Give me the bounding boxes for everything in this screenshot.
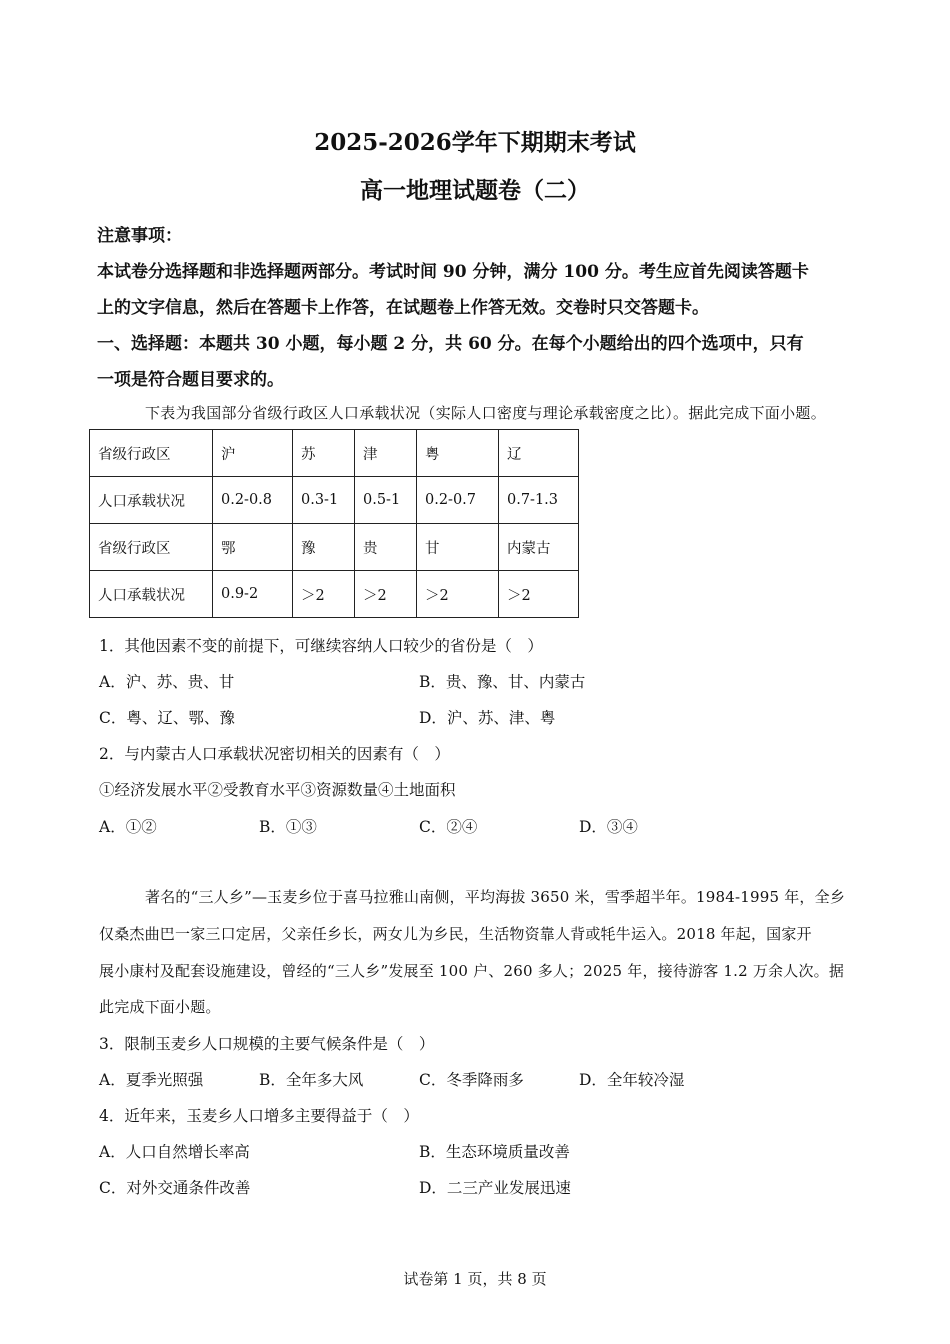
passage-line-3: 展小康村及配套设施建设，曾经的“三人乡”发展至 100 户、260 多人；2025 年，接待游客 1.2 万余人次。据 [99,962,845,980]
table-cell: 粤 [417,430,499,477]
question-3-option-b: B．全年多大风 [259,1071,364,1089]
table-cell: 0.9-2 [213,571,293,618]
notice-line-2: 上的文字信息，然后在答题卡上作答，在试题卷上作答无效。交卷时只交答题卡。 [97,298,709,318]
question-2-option-d: D．③④ [579,818,638,836]
table-cell: ＞2 [293,571,355,618]
table-cell: 人口承载状况 [90,477,213,524]
question-2-option-a: A．①② [99,818,157,836]
table-cell: 鄂 [213,524,293,571]
question-2-factors: ①经济发展水平②受教育水平③资源数量④土地面积 [99,781,456,799]
question-4-stem: 4．近年来，玉麦乡人口增多主要得益于（ ） [99,1107,419,1125]
table-cell: 豫 [293,524,355,571]
page-footer: 试卷第 1 页，共 8 页 [403,1270,547,1288]
notice-heading: 注意事项： [97,226,182,246]
table-cell: 内蒙古 [499,524,579,571]
table-row [90,571,579,618]
passage-line-2: 仅桑杰曲巴一家三口定居，父亲任乡长，两女儿为乡民，生活物资靠人背或牦牛运入。2018 年起，国家开 [99,925,812,943]
notice-line-1: 本试卷分选择题和非选择题两部分。考试时间 90 分钟，满分 100 分。考生应首先阅读答题卡 [97,262,809,282]
question-2-option-b: B．①③ [259,818,317,836]
table-cell: ＞2 [417,571,499,618]
question-4-option-d: D．二三产业发展迅速 [419,1179,571,1197]
table-row [90,430,579,477]
passage-line-1: 著名的“三人乡”—玉麦乡位于喜马拉雅山南侧，平均海拔 3650 米，雪季超半年。1984-1995 年，全乡 [145,888,846,906]
question-1-option-b: B．贵、豫、甘、内蒙古 [419,673,586,691]
population-capacity-table [89,429,579,618]
question-3-stem: 3．限制玉麦乡人口规模的主要气候条件是（ ） [99,1035,435,1053]
question-3-option-c: C．冬季降雨多 [419,1071,524,1089]
table-cell: ＞2 [355,571,417,618]
question-3-option-a: A．夏季光照强 [99,1071,204,1089]
table-cell: 甘 [417,524,499,571]
exam-title: 2025-2026学年下期期末考试 [314,129,636,156]
table-cell: 0.5-1 [355,477,417,524]
table-cell: 辽 [499,430,579,477]
table-intro: 下表为我国部分省级行政区人口承载状况（实际人口密度与理论承载密度之比）。据此完成下面小题。 [145,404,827,422]
section-heading-line-2: 一项是符合题目要求的。 [97,370,284,390]
table-cell: 0.3-1 [293,477,355,524]
table-cell: 贵 [355,524,417,571]
question-2-option-c: C．②④ [419,818,478,836]
table-cell: ＞2 [499,571,579,618]
table-cell: 人口承载状况 [90,571,213,618]
question-4-option-b: B．生态环境质量改善 [419,1143,570,1161]
table-cell: 苏 [293,430,355,477]
question-2-stem: 2．与内蒙古人口承载状况密切相关的因素有（ ） [99,745,450,763]
table-cell: 省级行政区 [90,524,213,571]
question-1-option-d: D．沪、苏、津、粤 [419,709,556,727]
table-cell: 0.7-1.3 [499,477,579,524]
table-cell: 0.2-0.8 [213,477,293,524]
table-cell: 0.2-0.7 [417,477,499,524]
exam-subtitle: 高一地理试题卷（二） [360,177,590,204]
question-4-option-c: C．对外交通条件改善 [99,1179,251,1197]
question-4-option-a: A．人口自然增长率高 [99,1143,250,1161]
question-3-option-d: D．全年较冷湿 [579,1071,685,1089]
question-1-stem: 1．其他因素不变的前提下，可继续容纳人口较少的省份是（ ） [99,637,543,655]
table-cell: 省级行政区 [90,430,213,477]
table-cell: 津 [355,430,417,477]
question-1-option-a: A．沪、苏、贵、甘 [99,673,235,691]
question-1-option-c: C．粤、辽、鄂、豫 [99,709,235,727]
table-row [90,524,579,571]
table-row [90,477,579,524]
table-cell: 沪 [213,430,293,477]
passage-line-4: 此完成下面小题。 [99,998,221,1016]
section-heading-line-1: 一、选择题：本题共 30 小题，每小题 2 分，共 60 分。在每个小题给出的四个选项中，只有 [97,334,804,354]
